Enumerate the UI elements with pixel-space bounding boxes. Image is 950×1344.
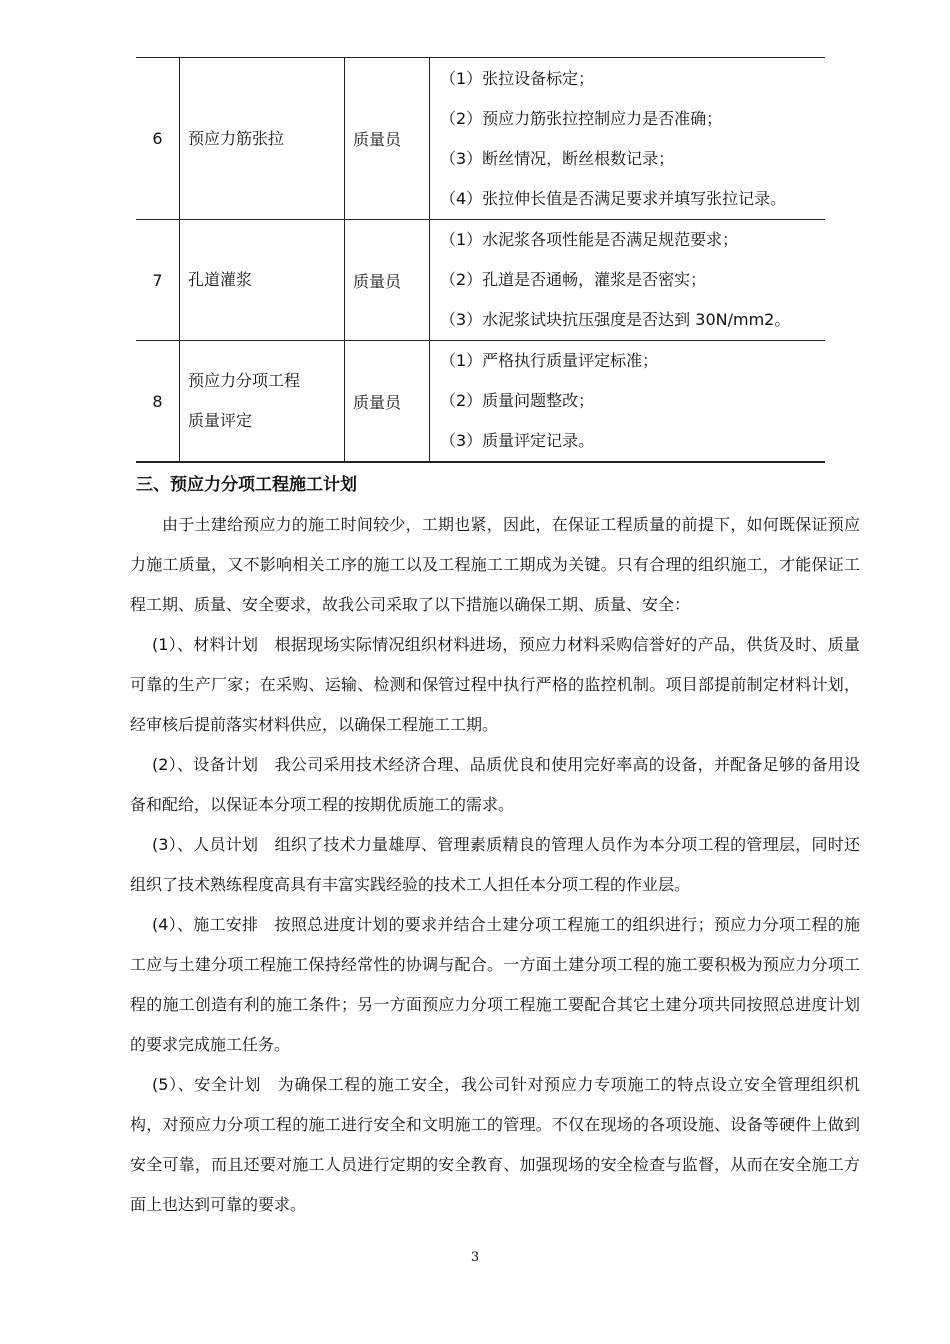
responsible-role: 质量员 (345, 58, 430, 220)
row-number: 8 (136, 341, 180, 463)
work-item-line: 预应力分项工程 (188, 371, 301, 390)
check-item: （1）水泥浆各项性能是否满足规范要求； (440, 230, 739, 249)
measure-paragraph-schedule: (4）、施工安排 按照总进度计划的要求并结合土建分项工程施工的组织进行；预应力分项工程的施工应与土建分项工程施工保持经常性的协调与配合。一方面土建分项工程的施工要积极为预应力分项工程的施工创造有利的施工条件；另一方面预应力分项工程施工要配合其它土建分项共同按照总进度计划的要求完成施工任务。 (130, 915, 860, 1054)
check-item: （3）水泥浆试块抗压强度是否达到 30N/mm2。 (440, 310, 791, 329)
work-item-line: 质量评定 (188, 411, 253, 430)
responsible-role: 质量员 (345, 341, 430, 463)
check-item: （1）张拉设备标定； (440, 68, 595, 88)
row-number: 7 (136, 220, 180, 341)
check-list (430, 58, 826, 220)
table-row (136, 220, 825, 341)
measure-paragraph-materials: (1）、材料计划 根据现场实际情况组织材料进场，预应力材料采购信誉好的产品，供货及时、质量可靠的生产厂家；在采购、运输、检测和保管过程中执行严格的监控机制。项目部提前制定材料计划，经审核后提前落实材料供应，以确保工程施工工期。 (130, 635, 860, 734)
section-heading: 三、预应力分项工程施工计划 (136, 475, 357, 495)
check-item: （3）断丝情况，断丝根数记录； (440, 148, 675, 168)
work-item-line: 孔道灌浆 (188, 270, 253, 289)
measure-paragraph-equipment: (2）、设备计划 我公司采用技术经济合理、品质优良和使用完好率高的设备，并配备足够的备用设备和配给，以保证本分项工程的按期优质施工的需求。 (130, 755, 860, 814)
work-item-line: 预应力筋张拉 (188, 128, 285, 148)
table-row (136, 341, 825, 463)
page-number: 3 (470, 1250, 480, 1265)
check-list (430, 341, 826, 463)
check-item: （4）张拉伸长值是否满足要求并填写张拉记录。 (440, 188, 787, 208)
measure-paragraph-personnel: (3）、人员计划 组织了技术力量雄厚、管理素质精良的管理人员作为本分项工程的管理层，同时还组织了技术熟练程度高具有丰富实践经验的技术工人担任本分项工程的作业层。 (130, 835, 860, 894)
responsible-role: 质量员 (345, 220, 430, 341)
check-item: （1）严格执行质量评定标准； (440, 351, 659, 370)
intro-paragraph: 由于土建给预应力的施工时间较少，工期也紧，因此，在保证工程质量的前提下，如何既保证预应力施工质量，又不影响相关工序的施工以及工程施工工期成为关键。只有合理的组织施工，才能保证工程工期、质量、安全要求，故我公司采取了以下措施以确保工期、质量、安全： (130, 515, 860, 614)
quality-check-table (136, 57, 825, 463)
work-item (180, 220, 345, 341)
work-item (180, 341, 345, 463)
row-number: 6 (136, 58, 180, 220)
check-item: （2）孔道是否通畅，灌浆是否密实； (440, 270, 707, 289)
check-item: （3）质量评定记录。 (440, 431, 595, 450)
work-item (180, 58, 345, 220)
check-item: （2）预应力筋张拉控制应力是否准确； (440, 108, 723, 128)
check-list (430, 220, 826, 341)
table-row (136, 58, 825, 220)
check-item: （2）质量问题整改； (440, 391, 595, 410)
measure-paragraph-safety: (5）、安全计划 为确保工程的施工安全，我公司针对预应力专项施工的特点设立安全管理组织机构，对预应力分项工程的施工进行安全和文明施工的管理。不仅在现场的各项设施、设备等硬件上做到安全可靠，而且还要对施工人员进行定期的安全教育、加强现场的安全检查与监督，从而在安全施工方面上也达到可靠的要求。 (130, 1075, 860, 1214)
